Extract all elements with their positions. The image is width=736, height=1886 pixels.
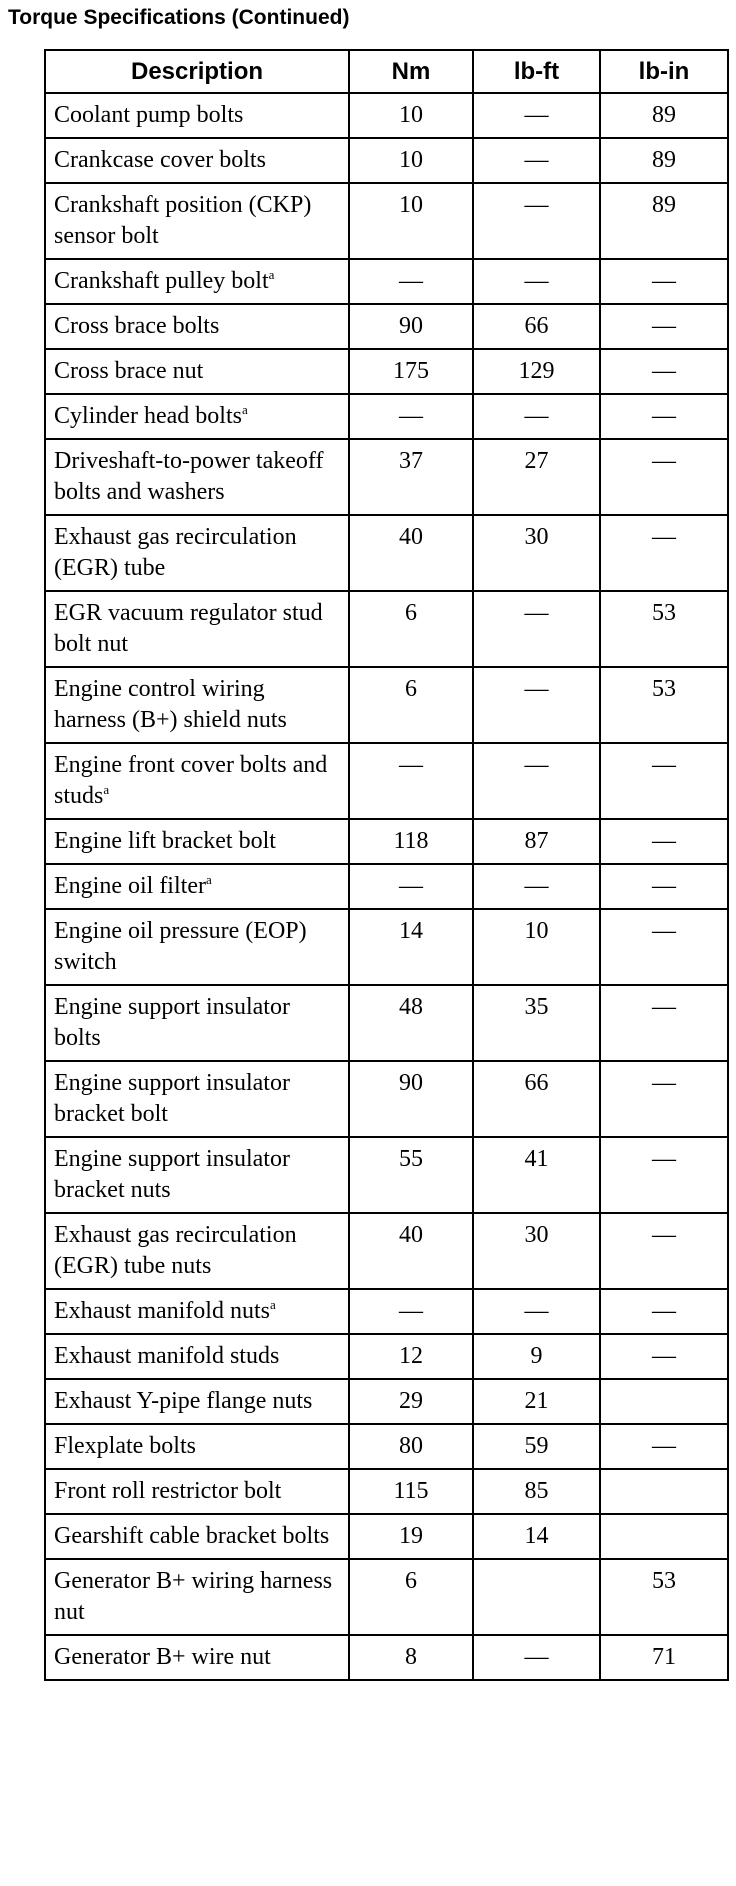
description-text: Cylinder head bolts xyxy=(54,403,242,429)
table-row xyxy=(45,1289,728,1334)
description-cell xyxy=(45,349,349,394)
description-cell xyxy=(45,1514,349,1559)
description-cell xyxy=(45,1289,349,1334)
description-text: Cross brace bolts xyxy=(54,313,220,339)
footnote-marker: a xyxy=(269,1297,276,1312)
table-row xyxy=(45,515,728,591)
nm-value-cell: 10 xyxy=(349,93,473,138)
description-cell xyxy=(45,985,349,1061)
lb-in-value-cell: — xyxy=(600,1213,728,1289)
description-text: Front roll restrictor bolt xyxy=(54,1478,282,1504)
column-header-description: Description xyxy=(45,50,349,93)
description-text: Engine control wiring harness (B+) shield nuts xyxy=(54,676,287,733)
table-row xyxy=(45,909,728,985)
nm-value-cell: 12 xyxy=(349,1334,473,1379)
nm-value-cell: 6 xyxy=(349,667,473,743)
lb-in-value-cell xyxy=(600,1379,728,1424)
nm-value-cell: 80 xyxy=(349,1424,473,1469)
nm-value-cell: 14 xyxy=(349,909,473,985)
lb-ft-value-cell: — xyxy=(473,667,600,743)
lb-in-value-cell: — xyxy=(600,864,728,909)
table-row xyxy=(45,138,728,183)
description-text: Crankshaft pulley bolt xyxy=(54,268,269,294)
table-row xyxy=(45,259,728,304)
lb-ft-value-cell: 27 xyxy=(473,439,600,515)
nm-value-cell: 90 xyxy=(349,1061,473,1137)
description-cell xyxy=(45,819,349,864)
footnote-marker: a xyxy=(268,267,275,282)
page-title: Torque Specifications (Continued) xyxy=(8,6,350,29)
lb-ft-value-cell: 59 xyxy=(473,1424,600,1469)
table-row xyxy=(45,1137,728,1213)
description-text: Engine lift bracket bolt xyxy=(54,828,276,854)
nm-value-cell: — xyxy=(349,864,473,909)
nm-value-cell: 40 xyxy=(349,1213,473,1289)
description-cell xyxy=(45,1559,349,1635)
lb-ft-value-cell: 10 xyxy=(473,909,600,985)
nm-value-cell: 19 xyxy=(349,1514,473,1559)
column-header-lb-ft: lb-ft xyxy=(473,50,600,93)
lb-ft-value-cell: — xyxy=(473,138,600,183)
table-row xyxy=(45,1559,728,1635)
description-text: Generator B+ wiring harness nut xyxy=(54,1568,333,1625)
table-row xyxy=(45,1514,728,1559)
table-row xyxy=(45,1334,728,1379)
lb-in-value-cell xyxy=(600,1514,728,1559)
lb-in-value-cell xyxy=(600,1469,728,1514)
table-row xyxy=(45,439,728,515)
column-header-lb-in: lb-in xyxy=(600,50,728,93)
description-text: Engine support insulator bracket nuts xyxy=(54,1146,290,1203)
footnote-marker: a xyxy=(241,402,248,417)
description-cell xyxy=(45,515,349,591)
table-row xyxy=(45,819,728,864)
description-text: Engine support insulator bracket bolt xyxy=(54,1070,290,1127)
lb-ft-value-cell: — xyxy=(473,183,600,259)
lb-ft-value-cell: 41 xyxy=(473,1137,600,1213)
description-cell xyxy=(45,183,349,259)
table-row xyxy=(45,1379,728,1424)
description-text: Exhaust Y-pipe flange nuts xyxy=(54,1388,313,1414)
lb-in-value-cell: — xyxy=(600,819,728,864)
lb-in-value-cell: 53 xyxy=(600,667,728,743)
lb-ft-value-cell: 9 xyxy=(473,1334,600,1379)
description-cell xyxy=(45,743,349,819)
description-cell xyxy=(45,1137,349,1213)
table-row xyxy=(45,1061,728,1137)
description-text: Crankshaft position (CKP) sensor bolt xyxy=(54,192,312,249)
lb-in-value-cell: 71 xyxy=(600,1635,728,1680)
description-text: Exhaust gas recirculation (EGR) tube nuts xyxy=(54,1222,297,1279)
lb-in-value-cell: — xyxy=(600,743,728,819)
nm-value-cell: 29 xyxy=(349,1379,473,1424)
description-text: Gearshift cable bracket bolts xyxy=(54,1523,330,1549)
lb-in-value-cell: — xyxy=(600,394,728,439)
lb-ft-value-cell xyxy=(473,1559,600,1635)
lb-ft-value-cell: — xyxy=(473,93,600,138)
footnote-marker: a xyxy=(205,872,212,887)
table-row xyxy=(45,394,728,439)
table-row xyxy=(45,591,728,667)
column-header-nm: Nm xyxy=(349,50,473,93)
description-text: Crankcase cover bolts xyxy=(54,147,266,173)
nm-value-cell: 90 xyxy=(349,304,473,349)
table-row xyxy=(45,1635,728,1680)
lb-ft-value-cell: 66 xyxy=(473,1061,600,1137)
description-cell xyxy=(45,304,349,349)
description-cell xyxy=(45,1635,349,1680)
nm-value-cell: 10 xyxy=(349,183,473,259)
lb-ft-value-cell: — xyxy=(473,259,600,304)
description-cell xyxy=(45,1334,349,1379)
lb-ft-value-cell: 129 xyxy=(473,349,600,394)
lb-in-value-cell: — xyxy=(600,1289,728,1334)
nm-value-cell: 48 xyxy=(349,985,473,1061)
lb-in-value-cell: — xyxy=(600,1424,728,1469)
lb-ft-value-cell: 66 xyxy=(473,304,600,349)
description-text: Engine oil filter xyxy=(54,873,206,899)
lb-in-value-cell: — xyxy=(600,1137,728,1213)
lb-in-value-cell: — xyxy=(600,349,728,394)
lb-ft-value-cell: 87 xyxy=(473,819,600,864)
nm-value-cell: 175 xyxy=(349,349,473,394)
torque-spec-table xyxy=(44,49,729,1681)
description-cell xyxy=(45,667,349,743)
nm-value-cell: — xyxy=(349,743,473,819)
lb-ft-value-cell: 85 xyxy=(473,1469,600,1514)
nm-value-cell: 55 xyxy=(349,1137,473,1213)
lb-in-value-cell: — xyxy=(600,1061,728,1137)
description-text: Engine front cover bolts and studs xyxy=(54,752,328,809)
nm-value-cell: 6 xyxy=(349,591,473,667)
nm-value-cell: 6 xyxy=(349,1559,473,1635)
nm-value-cell: — xyxy=(349,1289,473,1334)
description-cell xyxy=(45,909,349,985)
table-row xyxy=(45,1469,728,1514)
description-text: Flexplate bolts xyxy=(54,1433,196,1459)
description-text: Exhaust gas recirculation (EGR) tube xyxy=(54,524,297,581)
description-cell xyxy=(45,591,349,667)
description-text: Generator B+ wire nut xyxy=(54,1644,271,1670)
description-text: Coolant pump bolts xyxy=(54,102,244,128)
description-text: Cross brace nut xyxy=(54,358,204,384)
nm-value-cell: — xyxy=(349,394,473,439)
description-cell xyxy=(45,138,349,183)
nm-value-cell: 10 xyxy=(349,138,473,183)
description-cell xyxy=(45,1213,349,1289)
description-cell xyxy=(45,1379,349,1424)
nm-value-cell: — xyxy=(349,259,473,304)
table-row xyxy=(45,985,728,1061)
lb-ft-value-cell: — xyxy=(473,1289,600,1334)
lb-in-value-cell: 53 xyxy=(600,591,728,667)
table-row xyxy=(45,304,728,349)
nm-value-cell: 8 xyxy=(349,1635,473,1680)
description-text: EGR vacuum regulator stud bolt nut xyxy=(54,600,323,657)
description-cell xyxy=(45,1424,349,1469)
description-cell xyxy=(45,394,349,439)
description-cell xyxy=(45,1469,349,1514)
description-text: Driveshaft-to-power takeoff bolts and washers xyxy=(54,448,324,505)
lb-ft-value-cell: — xyxy=(473,1635,600,1680)
lb-ft-value-cell: 35 xyxy=(473,985,600,1061)
table-row xyxy=(45,864,728,909)
lb-in-value-cell: — xyxy=(600,985,728,1061)
nm-value-cell: 40 xyxy=(349,515,473,591)
table-row xyxy=(45,743,728,819)
description-text: Exhaust manifold nuts xyxy=(54,1298,270,1324)
footnote-marker: a xyxy=(103,782,110,797)
table-row xyxy=(45,1213,728,1289)
table-row xyxy=(45,183,728,259)
lb-in-value-cell: — xyxy=(600,304,728,349)
description-text: Exhaust manifold studs xyxy=(54,1343,280,1369)
lb-in-value-cell: — xyxy=(600,439,728,515)
nm-value-cell: 115 xyxy=(349,1469,473,1514)
lb-in-value-cell: 89 xyxy=(600,93,728,138)
table-row xyxy=(45,93,728,138)
description-cell xyxy=(45,1061,349,1137)
description-text: Engine oil pressure (EOP) switch xyxy=(54,918,307,975)
lb-ft-value-cell: — xyxy=(473,864,600,909)
table-row xyxy=(45,1424,728,1469)
nm-value-cell: 118 xyxy=(349,819,473,864)
lb-in-value-cell: 89 xyxy=(600,183,728,259)
table-row xyxy=(45,667,728,743)
lb-ft-value-cell: — xyxy=(473,743,600,819)
lb-in-value-cell: — xyxy=(600,1334,728,1379)
description-text: Engine support insulator bolts xyxy=(54,994,290,1051)
description-cell xyxy=(45,93,349,138)
description-cell xyxy=(45,439,349,515)
lb-ft-value-cell: 30 xyxy=(473,1213,600,1289)
lb-ft-value-cell: — xyxy=(473,394,600,439)
lb-in-value-cell: 89 xyxy=(600,138,728,183)
lb-in-value-cell: — xyxy=(600,909,728,985)
description-cell xyxy=(45,864,349,909)
lb-ft-value-cell: 30 xyxy=(473,515,600,591)
lb-ft-value-cell: 14 xyxy=(473,1514,600,1559)
lb-in-value-cell: — xyxy=(600,259,728,304)
nm-value-cell: 37 xyxy=(349,439,473,515)
table-row xyxy=(45,349,728,394)
lb-in-value-cell: — xyxy=(600,515,728,591)
lb-ft-value-cell: 21 xyxy=(473,1379,600,1424)
description-cell xyxy=(45,259,349,304)
lb-ft-value-cell: — xyxy=(473,591,600,667)
lb-in-value-cell: 53 xyxy=(600,1559,728,1635)
header-row xyxy=(45,50,728,93)
